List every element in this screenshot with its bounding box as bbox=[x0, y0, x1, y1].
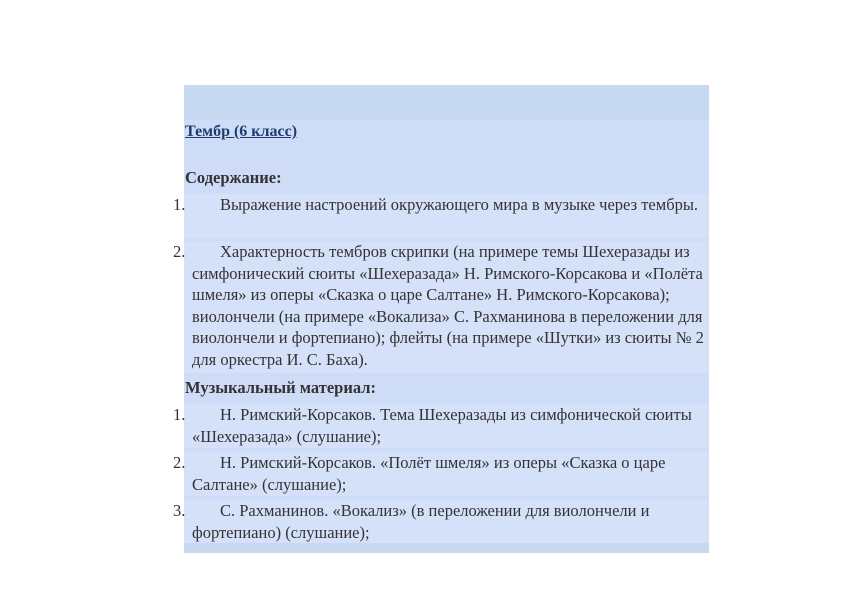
material-item-3-number: 3. bbox=[173, 501, 186, 520]
content-item-2-number: 2. bbox=[173, 242, 186, 261]
material-item-1-number: 1. bbox=[173, 405, 186, 424]
material-item-3-text: С. Рахманинов. «Вокализ» (в переложении для виолончели и фортепиано) (слушание); bbox=[192, 501, 650, 542]
material-heading: Музыкальный материал: bbox=[185, 378, 376, 397]
material-item-2-number: 2. bbox=[173, 453, 186, 472]
material-item-2-text: Н. Римский-Корсаков. «Полёт шмеля» из оперы «Сказка о царе Салтане» (слушание); bbox=[192, 453, 666, 494]
content-item-1-number: 1. bbox=[173, 195, 186, 214]
content-item-1-text: Выражение настроений окружающего мира в музыке через тембры. bbox=[220, 195, 699, 214]
footer-band bbox=[184, 543, 709, 553]
page-title: Тембр (6 класс) bbox=[185, 123, 298, 140]
content-item-2-text: Характерность тембров скрипки (на примере темы Шехеразады из симфонический сюиты «Шехеразада» Н. Римского-Корсакова и «Полёта шмеля» из оперы «Сказка о царе Салтане» Н. Римского-Корсакова); виолончели (на примере «Вокализа» С. Рахманинова в переложении для виолончели и фортепиано); флейты (на примере «Шутки» из сюиты № 2 для оркестра И. С. Баха). bbox=[192, 242, 704, 369]
material-item-1-text: Н. Римский-Корсаков. Тема Шехеразады из симфонической сюиты «Шехеразада» (слушание); bbox=[192, 405, 692, 446]
header-band bbox=[184, 85, 709, 120]
content-heading: Содержание: bbox=[185, 168, 282, 187]
